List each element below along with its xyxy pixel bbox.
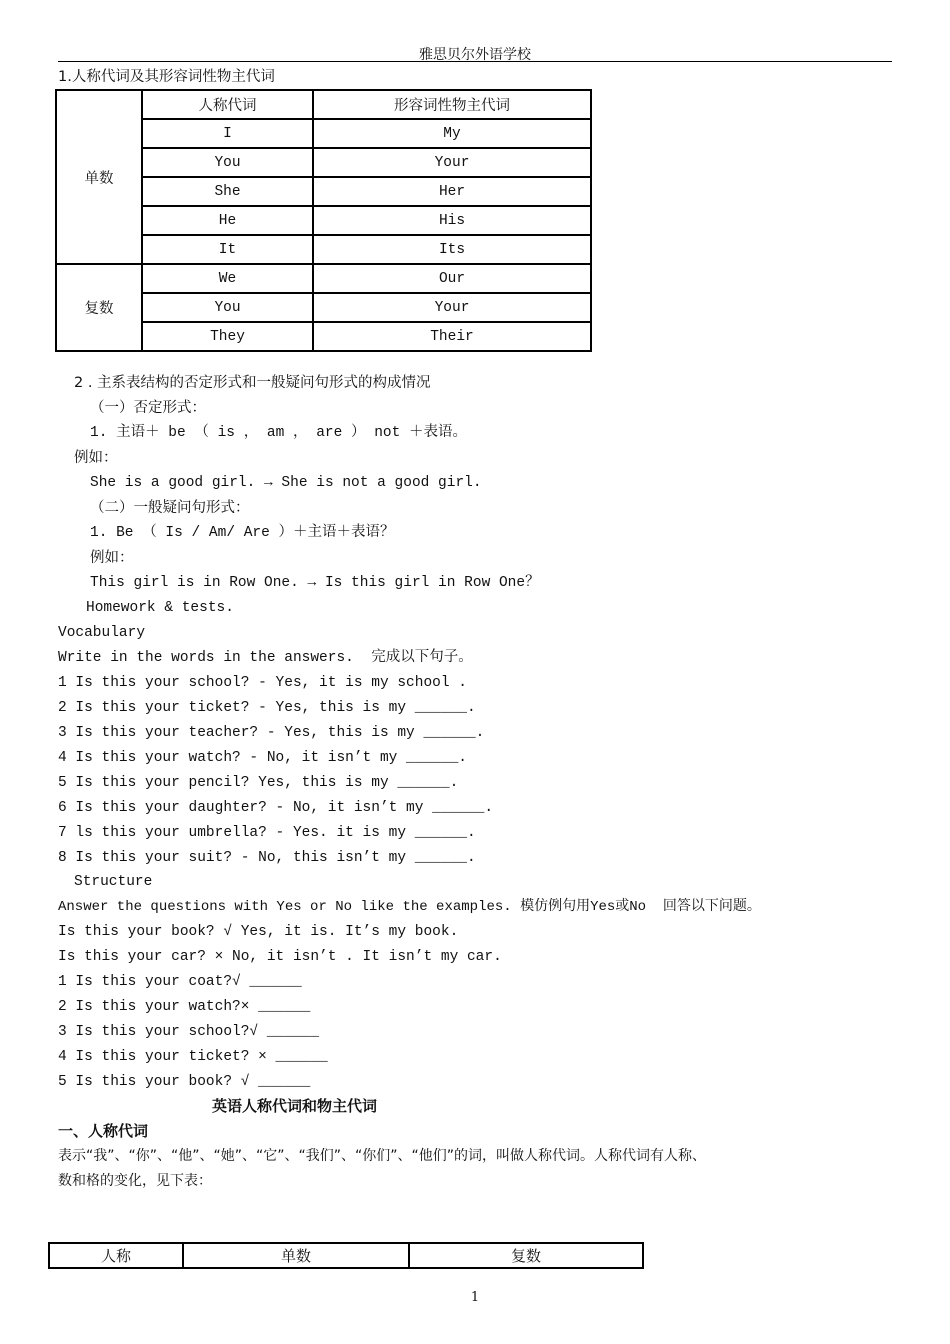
page-number: 1 (470, 1290, 480, 1305)
header-rule (58, 61, 892, 62)
part2-paragraph-line1: 表示“我”、“你”、“他”、“她”、“它”、“我们”、“你们”、“他们”的词，叫做人称代词。人称代词有人称、 (58, 1148, 707, 1164)
col-header-possessive: 形容词性物主代词 (313, 90, 591, 119)
structure-item: 1 Is this your coat?√ ______ (58, 974, 302, 990)
question-title: （二）一般疑问句形式： (90, 500, 250, 516)
vocab-item: 5 Is this your pencil? Yes, this is my ______. (58, 775, 459, 791)
table-cell: She (142, 177, 313, 206)
table-cell: It (142, 235, 313, 264)
header-person: 人称 (49, 1243, 183, 1268)
structure-example: Is this your book? √ Yes, it is. It’s my book. (58, 924, 459, 940)
structure-instruction: Answer the questions with Yes or No like the examples. 模仿例句用Yes或No 回答以下问题。 (58, 899, 761, 915)
table-cell: Your (313, 293, 591, 322)
vocab-item: 3 Is this your teacher? - Yes, this is my ______. (58, 725, 485, 741)
structure-item: 4 Is this your ticket? × ______ (58, 1049, 328, 1065)
col-header-pronoun: 人称代词 (142, 90, 313, 119)
table-cell: You (142, 293, 313, 322)
header-plural: 复数 (409, 1243, 643, 1268)
vocabulary-title: Vocabulary (58, 625, 146, 641)
example-label: 例如： (74, 450, 118, 466)
table-cell: Your (313, 148, 591, 177)
pronoun-table (55, 89, 592, 352)
header-singular: 单数 (183, 1243, 409, 1268)
negative-example: She is a good girl. → She is not a good girl. (90, 475, 482, 491)
structure-example: Is this your car? × No, it isn’t . It isn’t my car. (58, 949, 502, 965)
structure-item: 2 Is this your watch?× ______ (58, 999, 311, 1015)
table-cell: Their (313, 322, 591, 351)
table-cell: They (142, 322, 313, 351)
negative-title: （一）否定形式： (90, 400, 206, 416)
person-table-header (48, 1242, 644, 1269)
question-example-label: 例如： (90, 550, 134, 566)
table-cell: He (142, 206, 313, 235)
plural-label: 复数 (56, 264, 142, 351)
section1-title: 1.人称代词及其形容词性物主代词 (58, 69, 275, 85)
vocab-item: 2 Is this your ticket? - Yes, this is my ______. (58, 700, 476, 716)
table-cell: My (313, 119, 591, 148)
vocabulary-instruction: Write in the words in the answers. 完成以下句子。 (58, 650, 473, 666)
table-cell: I (142, 119, 313, 148)
table-cell: Our (313, 264, 591, 293)
table-cell: We (142, 264, 313, 293)
table-cell: You (142, 148, 313, 177)
structure-item: 5 Is this your book? √ ______ (58, 1074, 311, 1090)
singular-label: 单数 (56, 90, 142, 264)
structure-item: 3 Is this your school?√ ______ (58, 1024, 320, 1040)
page-header: 雅思贝尔外语学校 (419, 47, 531, 63)
negative-rule: 1. 主语＋ be （ is ， am ， are ） not ＋表语。 (90, 425, 468, 441)
part2-heading: 英语人称代词和物主代词 (212, 1097, 378, 1115)
table-cell: Her (313, 177, 591, 206)
part2-paragraph-line2: 数和格的变化，见下表： (58, 1173, 212, 1189)
table-cell: His (313, 206, 591, 235)
question-example: This girl is in Row One. → Is this girl in Row One？ (90, 575, 540, 591)
vocab-item: 1 Is this your school? - Yes, it is my school . (58, 675, 467, 691)
part2-subheading: 一、人称代词 (58, 1122, 149, 1140)
table-cell: Its (313, 235, 591, 264)
question-rule: 1. Be （ Is / Am/ Are ）＋主语＋表语？ (90, 525, 395, 541)
vocab-item: 6 Is this your daughter? - No, it isn’t my ______. (58, 800, 494, 816)
vocab-item: 4 Is this your watch? - No, it isn’t my ______. (58, 750, 467, 766)
section2-title: 2 . 主系表结构的否定形式和一般疑问句形式的构成情况 (74, 375, 431, 391)
vocab-item: 7 ls this your umbrella? - Yes. it is my ______. (58, 825, 476, 841)
homework-line: Homework & tests. (86, 600, 234, 616)
vocab-item: 8 Is this your suit? - No, this isn’t my ______. (58, 850, 476, 866)
structure-title: Structure (74, 874, 153, 890)
